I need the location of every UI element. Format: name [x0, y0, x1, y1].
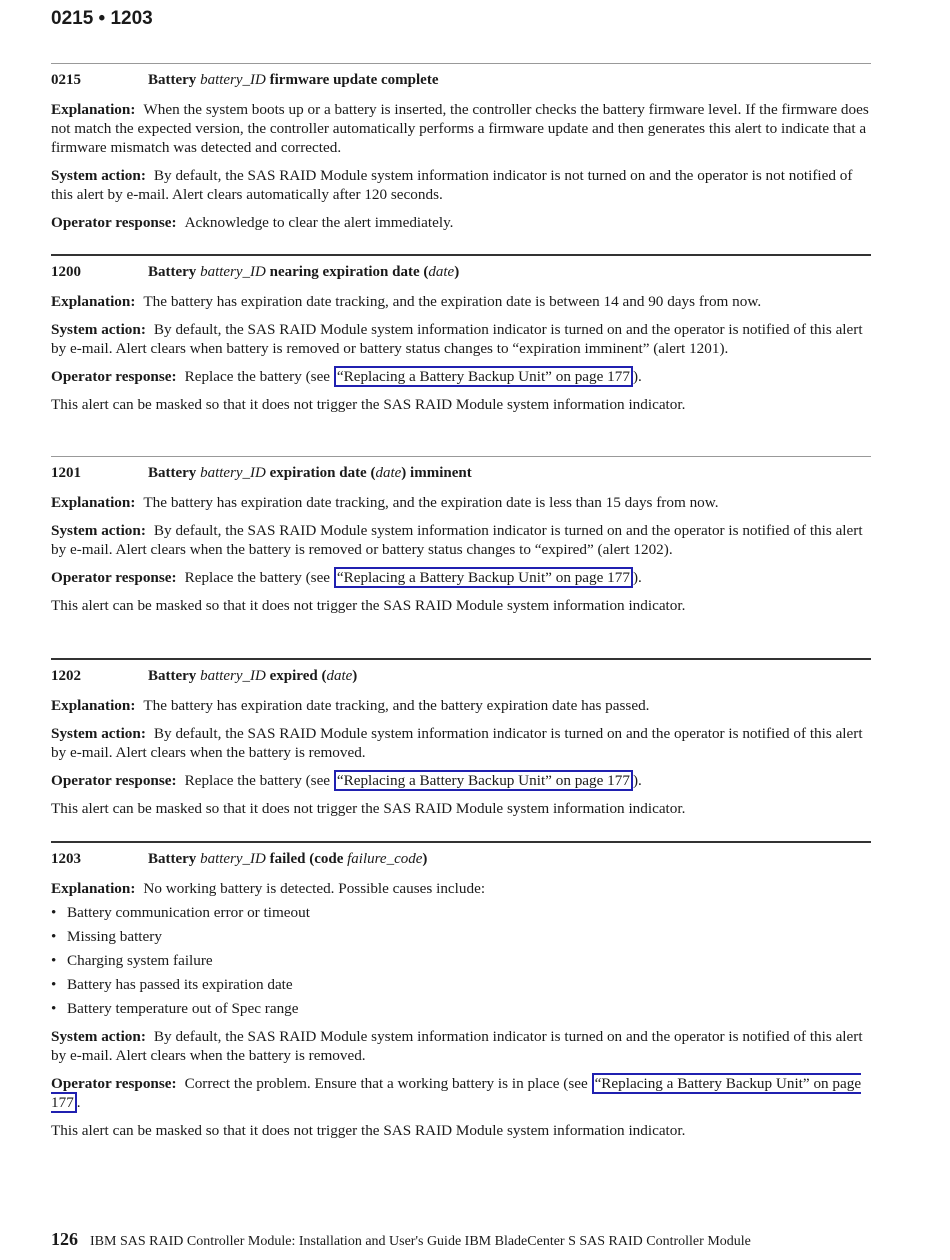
explanation: Explanation: The battery has expiration date tracking, and the expiration date is between 14 and 90 days from now. — [51, 293, 762, 310]
system-action: System action: By default, the SAS RAID Module system information indicator is turned on and the operator is notified of this alert by e-mail. Alert clears when the battery is removed or battery status changes to “expired” (alert 1202). — [51, 522, 863, 558]
operator-response: Operator response: Replace the battery (see “Replacing a Battery Backup Unit” on page 177 ). — [51, 772, 642, 789]
message-code: 1203 — [51, 851, 81, 867]
explanation: Explanation: When the system boots up or a battery is inserted, the controller checks the battery firmware level. If the firmware does not match the expected version, the controller automatically performs a firmware update and then generates this alert to indicate that a firmware mismatch was detected and corrected. — [51, 101, 869, 156]
list-item: • Charging system failure — [51, 952, 213, 969]
system-action: System action: By default, the SAS RAID Module system information indicator is turned on and the operator is notified of this alert by e-mail. Alert clears when the battery is removed. — [51, 725, 863, 761]
explanation: Explanation: The battery has expiration date tracking, and the battery expiration date has passed. — [51, 697, 650, 714]
operator-response: Operator response: Acknowledge to clear the alert immediately. — [51, 214, 454, 231]
operator-response: Operator response: Correct the problem. Ensure that a working battery is in place (see “Replacing a Battery Backup Unit” on page 177 . — [51, 1075, 862, 1111]
list-item: • Battery has passed its expiration date — [51, 976, 293, 993]
message-title: Battery battery_ID failed (code failure_code) — [148, 851, 428, 867]
entry-heading — [51, 463, 871, 483]
entry-heading — [51, 262, 871, 282]
message-entry-0215 — [51, 63, 871, 232]
footer-text: IBM SAS RAID Controller Module: Installation and User's Guide IBM BladeCenter S SAS RAID Controller Module — [90, 1234, 751, 1249]
message-title: Battery battery_ID expired (date) — [148, 668, 358, 684]
system-action: System action: By default, the SAS RAID Module system information indicator is turned on and the operator is notified of this alert by e-mail. Alert clears when battery is removed or battery status changes to “expiration imminent” (alert 1201). — [51, 321, 863, 357]
message-entry-1200 — [51, 254, 871, 414]
section-divider — [51, 63, 871, 64]
message-title: Battery battery_ID nearing expiration date (date) — [148, 264, 460, 280]
replacing-battery-link[interactable]: “Replacing a Battery Backup Unit” on page 177 — [334, 366, 633, 387]
list-item: • Missing battery — [51, 928, 162, 945]
message-code: 0215 — [51, 72, 81, 88]
entry-heading — [51, 849, 871, 869]
system-action: System action: By default, the SAS RAID Module system information indicator is turned on and the operator is notified of this alert by e-mail. Alert clears when the battery is removed. — [51, 1028, 863, 1064]
message-entry-1202 — [51, 658, 871, 818]
cause-list — [51, 903, 871, 1018]
replacing-battery-link[interactable]: “Replacing a Battery Backup Unit” on page 177 — [334, 770, 633, 791]
section-divider — [51, 841, 871, 843]
replacing-battery-link[interactable]: “Replacing a Battery Backup Unit” on page 177 — [51, 1075, 862, 1111]
operator-response: Operator response: Replace the battery (see “Replacing a Battery Backup Unit” on page 177 ). — [51, 569, 642, 586]
message-code: 1201 — [51, 465, 81, 481]
list-item: • Battery temperature out of Spec range — [51, 1000, 299, 1017]
running-head: 0215 • 1203 — [51, 8, 153, 29]
system-action: System action: By default, the SAS RAID Module system information indicator is not turned on and the operator is not notified of this alert by e-mail. Alert clears automatically after 120 seconds. — [51, 167, 853, 203]
mask-note: This alert can be masked so that it does not trigger the SAS RAID Module system information indicator. — [51, 1122, 686, 1139]
section-divider — [51, 254, 871, 256]
entry-heading — [51, 70, 871, 90]
message-entry-1203 — [51, 841, 871, 1140]
message-title: Battery battery_ID expiration date (date) imminent — [148, 465, 472, 481]
mask-note: This alert can be masked so that it does not trigger the SAS RAID Module system information indicator. — [51, 597, 686, 614]
mask-note: This alert can be masked so that it does not trigger the SAS RAID Module system information indicator. — [51, 800, 686, 817]
list-item: • Battery communication error or timeout — [51, 904, 310, 921]
explanation: Explanation: No working battery is detected. Possible causes include: — [51, 880, 486, 897]
section-divider — [51, 456, 871, 457]
replacing-battery-link[interactable]: “Replacing a Battery Backup Unit” on page 177 — [334, 567, 633, 588]
operator-response: Operator response: Replace the battery (see “Replacing a Battery Backup Unit” on page 177 ). — [51, 368, 642, 385]
page-number: 126 — [51, 1229, 78, 1249]
explanation: Explanation: The battery has expiration date tracking, and the expiration date is less than 15 days from now. — [51, 494, 719, 511]
message-code: 1202 — [51, 668, 81, 684]
message-entry-1201 — [51, 456, 871, 615]
page-footer — [51, 1229, 751, 1250]
message-title: Battery battery_ID firmware update complete — [148, 72, 439, 88]
message-code: 1200 — [51, 264, 81, 280]
entry-heading — [51, 666, 871, 686]
section-divider — [51, 658, 871, 660]
mask-note: This alert can be masked so that it does not trigger the SAS RAID Module system information indicator. — [51, 396, 686, 413]
